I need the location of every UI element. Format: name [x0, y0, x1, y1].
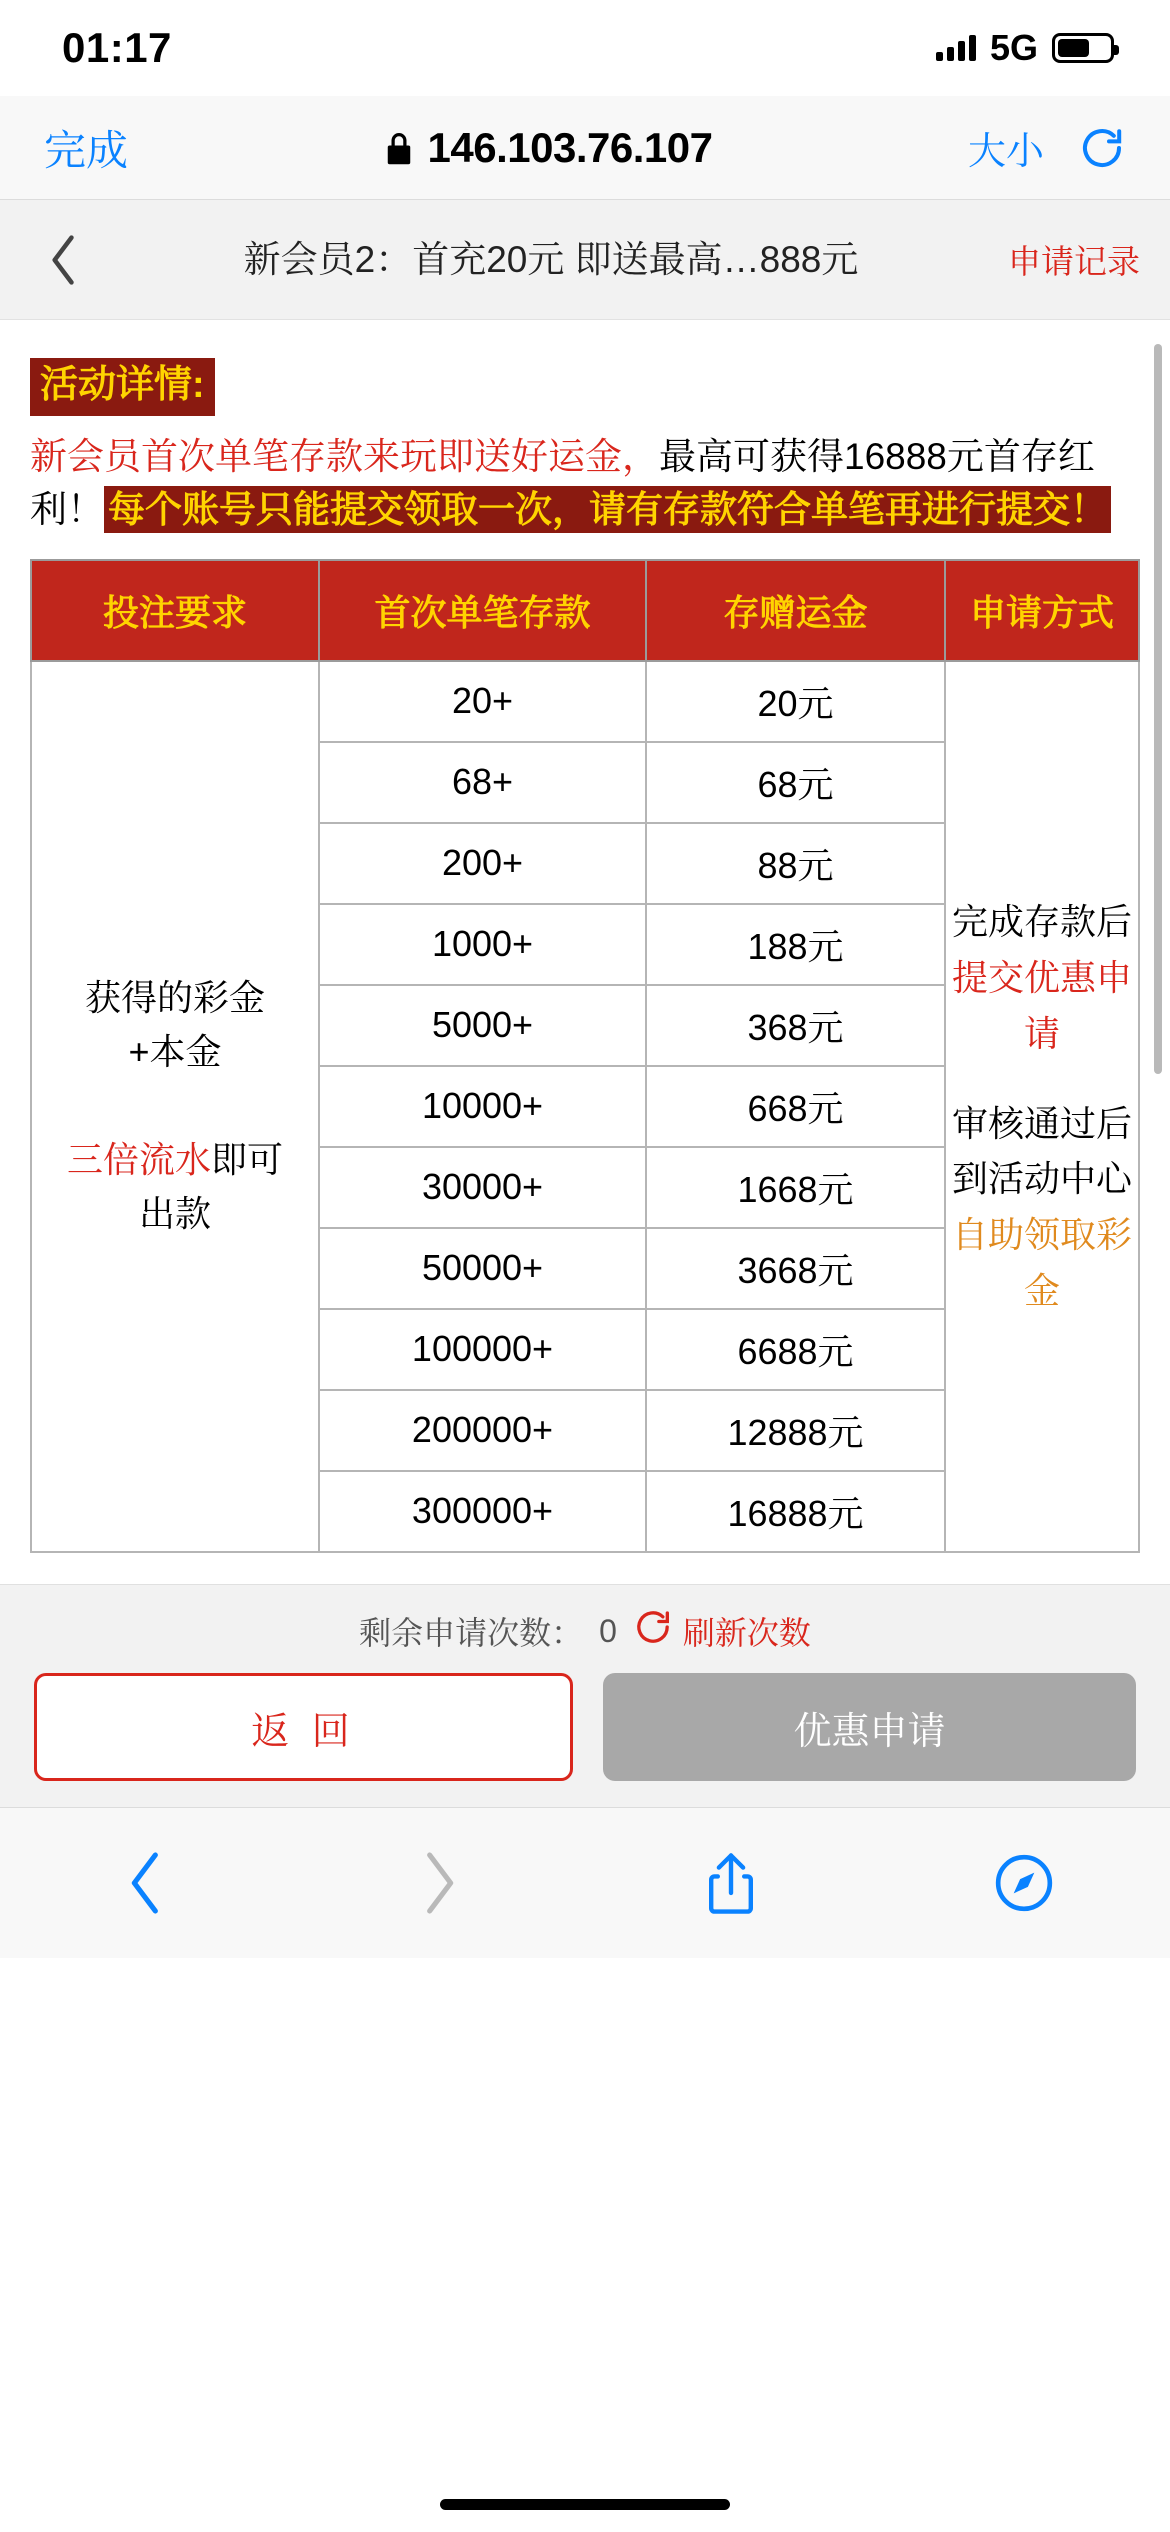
table-header-row: [31, 560, 1139, 661]
remaining-label: 剩余申请次数：: [359, 1615, 584, 1651]
cell-deposit: 30000+: [319, 1147, 646, 1228]
network-type-label: 5G: [989, 27, 1038, 68]
cell-deposit: 100000+: [319, 1309, 646, 1390]
promo-content: [0, 320, 1170, 1584]
header-bonus: 存赠运金: [646, 560, 945, 661]
cell-deposit: 20+: [319, 661, 646, 742]
activity-detail-heading: 活动详情:: [30, 358, 215, 416]
browser-url-bar: [0, 96, 1170, 200]
status-bar: [0, 0, 1170, 96]
apply-line-3: 审核通过后: [952, 1102, 1133, 1144]
cell-bonus: 88元: [646, 823, 945, 904]
action-buttons: [34, 1673, 1136, 1781]
req-line-3-red: 三倍流水: [67, 1139, 212, 1181]
req-line-4: 出款: [139, 1193, 212, 1235]
cell-deposit: 68+: [319, 742, 646, 823]
intro-part-2: 最高可获得16888元首存红利！: [30, 435, 1095, 531]
browser-back-button[interactable]: [86, 1848, 206, 1918]
apply-line-4: 到活动中心: [952, 1158, 1133, 1200]
note-text: [30, 1577, 1140, 1584]
cell-bonus: 16888元: [646, 1471, 945, 1552]
browser-forward-button[interactable]: [379, 1848, 499, 1918]
cell-deposit: 300000+: [319, 1471, 646, 1552]
remaining-applications-row: [34, 1599, 1136, 1673]
compass-icon[interactable]: [964, 1852, 1084, 1914]
remaining-count: 0: [599, 1612, 617, 1649]
intro-highlight: 每个账号只能提交领取一次，请有存款符合单笔再进行提交！: [104, 486, 1111, 533]
home-indicator: [440, 2499, 730, 2510]
cell-bonus: 12888元: [646, 1390, 945, 1471]
done-button[interactable]: 完成: [44, 126, 129, 174]
req-line-1: 获得的彩金: [85, 977, 266, 1019]
cell-deposit: 5000+: [319, 985, 646, 1066]
refresh-count-button[interactable]: [633, 1607, 811, 1655]
cell-bonus: 3668元: [646, 1228, 945, 1309]
cell-deposit: 10000+: [319, 1066, 646, 1147]
cell-bonus: 6688元: [646, 1309, 945, 1390]
header-bet-requirement: 投注要求: [31, 560, 319, 661]
cell-bonus: 20元: [646, 661, 945, 742]
apply-line-5: 自助领取彩金: [952, 1214, 1133, 1311]
apply-promotion-button[interactable]: 优惠申请: [603, 1673, 1136, 1781]
promo-table: [30, 559, 1140, 1553]
cell-bet-requirement: [31, 661, 319, 1552]
share-icon[interactable]: [671, 1850, 791, 1916]
vertical-scrollbar[interactable]: [1154, 344, 1162, 1074]
intro-part-1: 新会员首次单笔存款来玩即送好运金，: [30, 435, 659, 477]
bottom-safe-area: [0, 1958, 1170, 2068]
cell-deposit: 50000+: [319, 1228, 646, 1309]
header-apply-method: 申请方式: [945, 560, 1139, 661]
req-line-3-rest: 即可: [211, 1139, 284, 1181]
url-text: 146.103.76.107: [427, 123, 713, 171]
status-time: 01:17: [62, 24, 172, 71]
cell-bonus: 1668元: [646, 1147, 945, 1228]
cell-deposit: 200+: [319, 823, 646, 904]
refresh-count-label: 刷新次数: [682, 1615, 811, 1651]
text-size-button[interactable]: 大小: [967, 131, 1044, 173]
lock-icon: [384, 129, 414, 167]
reload-icon[interactable]: [1078, 124, 1126, 172]
cell-bonus: 368元: [646, 985, 945, 1066]
cell-deposit: 200000+: [319, 1390, 646, 1471]
refresh-circle-icon: [633, 1607, 673, 1655]
page-header: [0, 200, 1170, 320]
activity-intro: [30, 430, 1140, 537]
application-records-link[interactable]: 申请记录: [1008, 243, 1140, 280]
cell-apply-method: [945, 661, 1139, 1552]
battery-icon: [1052, 33, 1114, 63]
cell-bonus: 68元: [646, 742, 945, 823]
action-bar: [0, 1584, 1170, 1807]
cell-deposit: 1000+: [319, 904, 646, 985]
apply-line-2: 提交优惠申请: [952, 956, 1133, 1054]
apply-line-1: 完成存款后: [952, 901, 1133, 943]
url-display[interactable]: [128, 124, 968, 172]
browser-toolbar: [0, 1807, 1170, 1958]
back-button[interactable]: 返 回: [34, 1673, 573, 1781]
header-first-deposit: 首次单笔存款: [319, 560, 646, 661]
signal-bars-icon: [936, 35, 976, 61]
status-indicators: [936, 27, 1114, 69]
table-row: [31, 661, 1139, 742]
cell-bonus: 668元: [646, 1066, 945, 1147]
cell-bonus: 188元: [646, 904, 945, 985]
page-back-button[interactable]: [34, 232, 94, 288]
page-title: 新会员2：首充20元 即送最高…888元: [243, 238, 859, 280]
req-line-2: +本金: [128, 1031, 222, 1073]
